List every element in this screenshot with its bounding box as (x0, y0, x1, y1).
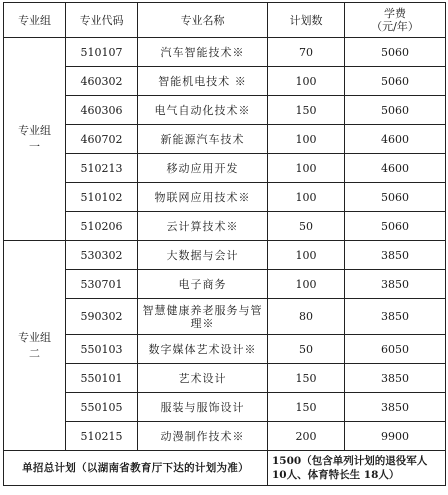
major-name: 大数据与会计 (138, 241, 268, 270)
header-row (4, 3, 446, 38)
header-fee (345, 3, 446, 38)
major-name: 移动应用开发 (138, 154, 268, 183)
major-code: 460302 (66, 67, 138, 96)
header-name: 专业名称 (138, 3, 268, 38)
major-code: 550103 (66, 335, 138, 364)
major-name: 智能机电技术 ※ (138, 67, 268, 96)
major-code: 550105 (66, 393, 138, 422)
plan-count: 70 (268, 38, 345, 67)
major-code: 510215 (66, 422, 138, 451)
tuition-fee: 5060 (345, 38, 446, 67)
major-code: 590302 (66, 299, 138, 335)
header-fee-line2: （元/年） (371, 20, 419, 33)
major-name: 汽车智能技术※ (138, 38, 268, 67)
major-code: 510213 (66, 154, 138, 183)
plan-count: 100 (268, 154, 345, 183)
header-group: 专业组 (4, 3, 66, 38)
table-row (4, 125, 446, 154)
major-code: 460702 (66, 125, 138, 154)
header-code: 专业代码 (66, 3, 138, 38)
plan-count: 200 (268, 422, 345, 451)
major-name: 智慧健康养老服务与管理※ (138, 299, 268, 335)
plan-count: 150 (268, 364, 345, 393)
table-row (4, 212, 446, 241)
tuition-fee: 5060 (345, 96, 446, 125)
major-name: 服装与服饰设计 (138, 393, 268, 422)
table-row (4, 422, 446, 451)
plan-count: 100 (268, 241, 345, 270)
tuition-fee: 3850 (345, 364, 446, 393)
table-row (4, 96, 446, 125)
header-plan: 计划数 (268, 3, 345, 38)
tuition-fee: 3850 (345, 393, 446, 422)
table-row (4, 393, 446, 422)
group-label-2: 专业组 二 (4, 241, 66, 451)
plan-count: 50 (268, 212, 345, 241)
plan-count: 100 (268, 270, 345, 299)
plan-count: 100 (268, 125, 345, 154)
tuition-fee: 4600 (345, 125, 446, 154)
tuition-fee: 9900 (345, 422, 446, 451)
major-name: 艺术设计 (138, 364, 268, 393)
table-row (4, 38, 446, 67)
table-row (4, 335, 446, 364)
tuition-fee: 5060 (345, 183, 446, 212)
tuition-fee: 5060 (345, 67, 446, 96)
plan-count: 50 (268, 335, 345, 364)
tuition-fee: 3850 (345, 241, 446, 270)
major-code: 510107 (66, 38, 138, 67)
major-code: 510102 (66, 183, 138, 212)
tuition-fee: 4600 (345, 154, 446, 183)
tuition-fee: 3850 (345, 299, 446, 335)
major-name: 云计算技术※ (138, 212, 268, 241)
major-name: 动漫制作技术※ (138, 422, 268, 451)
major-name: 数字媒体艺术设计※ (138, 335, 268, 364)
major-code: 460306 (66, 96, 138, 125)
plan-count: 100 (268, 183, 345, 212)
major-code: 530302 (66, 241, 138, 270)
group-label-1: 专业组 一 (4, 38, 66, 241)
table-row (4, 270, 446, 299)
table-row (4, 67, 446, 96)
tuition-fee: 6050 (345, 335, 446, 364)
plan-count: 150 (268, 393, 345, 422)
table-row (4, 364, 446, 393)
major-name: 新能源汽车技术 (138, 125, 268, 154)
total-value: 1500（包含单列计划的退役军人 10人、体育特长生 18人） (268, 451, 446, 486)
table-row (4, 154, 446, 183)
total-row (4, 451, 446, 486)
major-code: 550101 (66, 364, 138, 393)
major-name: 物联网应用技术※ (138, 183, 268, 212)
tuition-fee: 3850 (345, 270, 446, 299)
plan-count: 100 (268, 67, 345, 96)
plan-count: 150 (268, 96, 345, 125)
tuition-fee: 5060 (345, 212, 446, 241)
major-code: 530701 (66, 270, 138, 299)
header-fee-line1: 学费 (384, 7, 406, 20)
major-code: 510206 (66, 212, 138, 241)
major-name: 电气自动化技术※ (138, 96, 268, 125)
table-row (4, 183, 446, 212)
enrollment-plan-table (3, 2, 446, 486)
major-name: 电子商务 (138, 270, 268, 299)
table-row (4, 241, 446, 270)
total-label: 单招总计划（以湖南省教育厅下达的计划为准） (4, 451, 268, 486)
table-row (4, 299, 446, 335)
plan-count: 80 (268, 299, 345, 335)
